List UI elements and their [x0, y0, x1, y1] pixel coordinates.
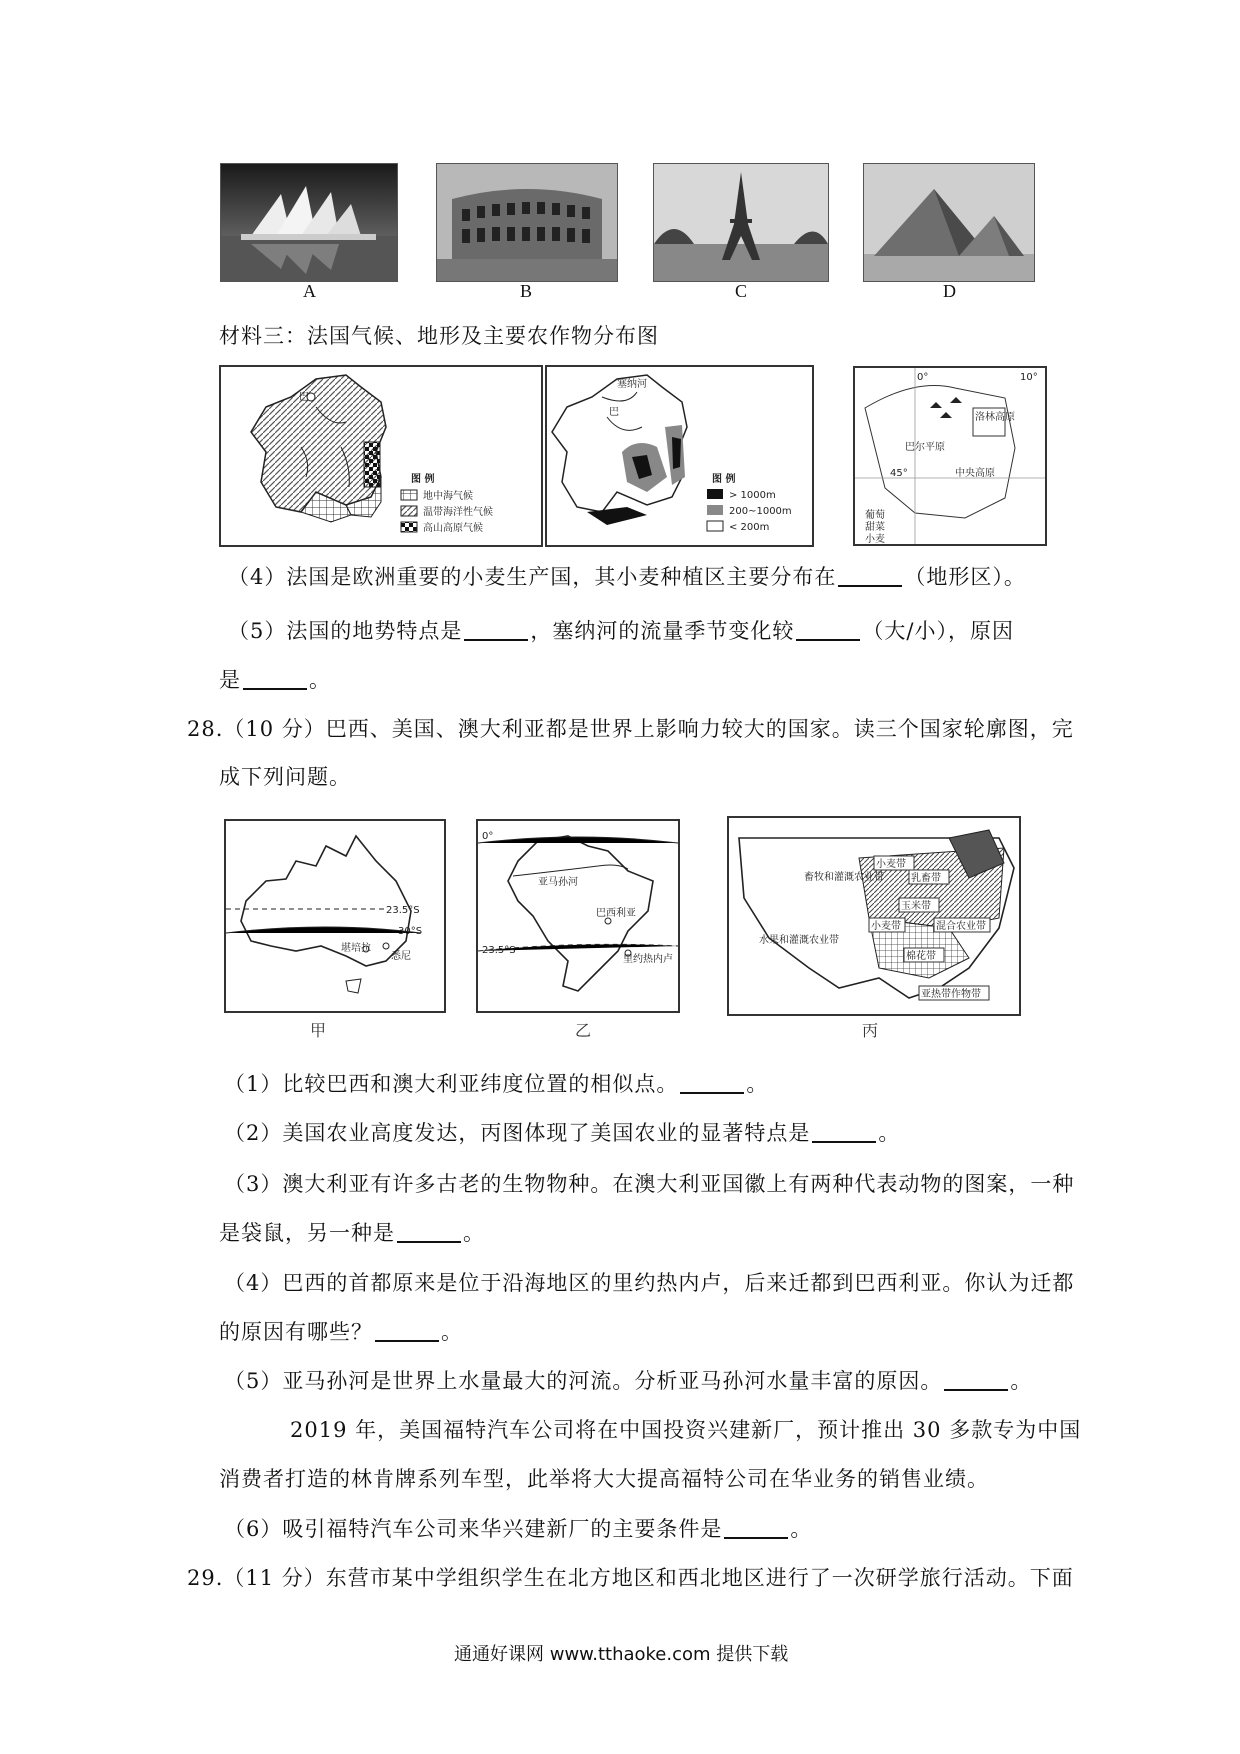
svg-text:亚马孙河: 亚马孙河 [538, 877, 578, 888]
answer-blank[interactable] [838, 565, 902, 587]
australia-map [224, 819, 446, 1013]
svg-text:混合农业带: 混合农业带 [936, 921, 986, 932]
svg-text:< 200m: < 200m [729, 522, 770, 533]
france-crops-map [853, 366, 1047, 546]
q28-intro-2: 成下列问题。 [219, 765, 351, 789]
q28-2: （2）美国农业高度发达，丙图体现了美国农业的显著特点是 。 [224, 1121, 901, 1145]
answer-blank[interactable] [243, 668, 307, 690]
photo-b-colosseum [436, 163, 618, 282]
svg-text:巴: 巴 [299, 392, 309, 403]
svg-text:里约热内卢: 里约热内卢 [623, 954, 673, 965]
q28-3a: （3）澳大利亚有许多古老的生物物种。在澳大利亚国徽上有两种代表动物的图案，一种 [224, 1172, 1075, 1196]
svg-text:悉尼: 悉尼 [391, 951, 411, 962]
svg-text:图 例: 图 例 [712, 474, 736, 485]
svg-text:小麦带: 小麦带 [876, 859, 906, 870]
svg-text:23.5°S: 23.5°S [482, 945, 516, 956]
svg-text:小麦: 小麦 [865, 534, 885, 544]
q28-paragraph-2: 消费者打造的林肯牌系列车型，此举将大大提高福特公司在华业务的销售业绩。 [219, 1467, 989, 1491]
q28-intro-1: 28.（10 分）巴西、美国、澳大利亚都是世界上影响力较大的国家。读三个国家轮廓图，完 [187, 717, 1074, 741]
svg-text:45°: 45° [890, 468, 908, 479]
svg-text:23.5°S: 23.5°S [386, 905, 420, 916]
svg-text:> 1000m: > 1000m [729, 490, 776, 501]
svg-text:0°: 0° [482, 831, 494, 842]
svg-text:30°S: 30°S [398, 926, 423, 937]
q28-5: （5）亚马孙河是世界上水量最大的河流。分析亚马孙河水量丰富的原因。 。 [224, 1369, 1033, 1393]
svg-text:10°: 10° [1020, 372, 1038, 383]
svg-text:水果和灌溉农业带: 水果和灌溉农业带 [759, 935, 839, 946]
q27-5-cont: 是 。 [219, 668, 331, 692]
svg-text:小麦带: 小麦带 [871, 921, 901, 932]
footer-download-note: 通通好课网 www.tthaoke.com 提供下载 [454, 1644, 789, 1665]
q28-4b: 的原因有哪些？ 。 [219, 1320, 463, 1344]
answer-blank[interactable] [397, 1221, 461, 1243]
answer-blank[interactable] [944, 1369, 1008, 1391]
svg-text:中央高原: 中央高原 [955, 468, 995, 479]
brazil-map [476, 819, 680, 1013]
svg-text:巴: 巴 [609, 407, 619, 418]
photo-a-label: A [303, 281, 316, 301]
svg-text:200~1000m: 200~1000m [729, 506, 792, 517]
answer-blank[interactable] [796, 619, 860, 641]
svg-text:棉花带: 棉花带 [906, 951, 936, 962]
map-bing-label: 丙 [862, 1021, 879, 1040]
svg-text:温带海洋性气候: 温带海洋性气候 [423, 507, 493, 518]
answer-blank[interactable] [464, 619, 528, 641]
svg-text:葡萄: 葡萄 [865, 510, 885, 521]
photo-c-eiffel-tower [653, 163, 829, 282]
svg-text:亚热带作物带: 亚热带作物带 [921, 989, 981, 1000]
answer-blank[interactable] [812, 1121, 876, 1143]
map-yi-label: 乙 [575, 1021, 592, 1040]
photo-b-label: B [520, 281, 533, 301]
photo-d-label: D [943, 281, 956, 301]
photo-c-label: C [735, 281, 748, 301]
q28-3b: 是袋鼠，另一种是 。 [219, 1221, 485, 1245]
france-climate-map [219, 365, 543, 547]
q27-4: （4）法国是欧洲重要的小麦生产国，其小麦种植区主要分布在 （地形区）。 [228, 565, 1026, 589]
svg-text:塞纳河: 塞纳河 [617, 379, 647, 390]
svg-text:乳畜带: 乳畜带 [911, 873, 941, 884]
answer-blank[interactable] [724, 1517, 788, 1539]
svg-text:0°: 0° [917, 372, 929, 383]
material3-title: 材料三：法国气候、地形及主要农作物分布图 [219, 324, 659, 348]
svg-text:高山高原气候: 高山高原气候 [423, 523, 483, 534]
svg-text:畜牧和灌溉农业带: 畜牧和灌溉农业带 [804, 872, 884, 883]
photo-a-sydney-opera-house [220, 163, 398, 282]
svg-text:巴西利亚: 巴西利亚 [596, 908, 636, 919]
q28-paragraph-1: 2019 年，美国福特汽车公司将在中国投资兴建新厂，预计推出 30 多款专为中国 [290, 1418, 1082, 1442]
svg-text:玉米带: 玉米带 [901, 901, 931, 912]
answer-blank[interactable] [680, 1072, 744, 1094]
svg-text:巴尔平原: 巴尔平原 [905, 442, 945, 453]
q28-1: （1）比较巴西和澳大利亚纬度位置的相似点。 。 [224, 1072, 769, 1096]
svg-text:洛林高原: 洛林高原 [975, 412, 1015, 423]
svg-text:甜菜: 甜菜 [865, 522, 885, 533]
svg-text:地中海气候: 地中海气候 [423, 491, 473, 502]
svg-text:堪培拉: 堪培拉 [341, 943, 371, 954]
q27-5: （5）法国的地势特点是 ，塞纳河的流量季节变化较 （大/小），原因 [228, 619, 1014, 643]
answer-blank[interactable] [375, 1320, 439, 1342]
usa-agriculture-map [727, 816, 1021, 1016]
photo-d-pyramids [863, 163, 1035, 282]
q28-4a: （4）巴西的首都原来是位于沿海地区的里约热内卢，后来迁都到巴西利亚。你认为迁都 [224, 1271, 1075, 1295]
france-terrain-map [545, 365, 814, 547]
svg-text:图 例: 图 例 [411, 474, 435, 485]
q29-intro: 29.（11 分）东营市某中学组织学生在北方地区和西北地区进行了一次研学旅行活动。下面 [187, 1566, 1074, 1590]
map-jia-label: 甲 [310, 1021, 327, 1040]
q28-6: （6）吸引福特汽车公司来华兴建新厂的主要条件是 。 [224, 1517, 813, 1541]
